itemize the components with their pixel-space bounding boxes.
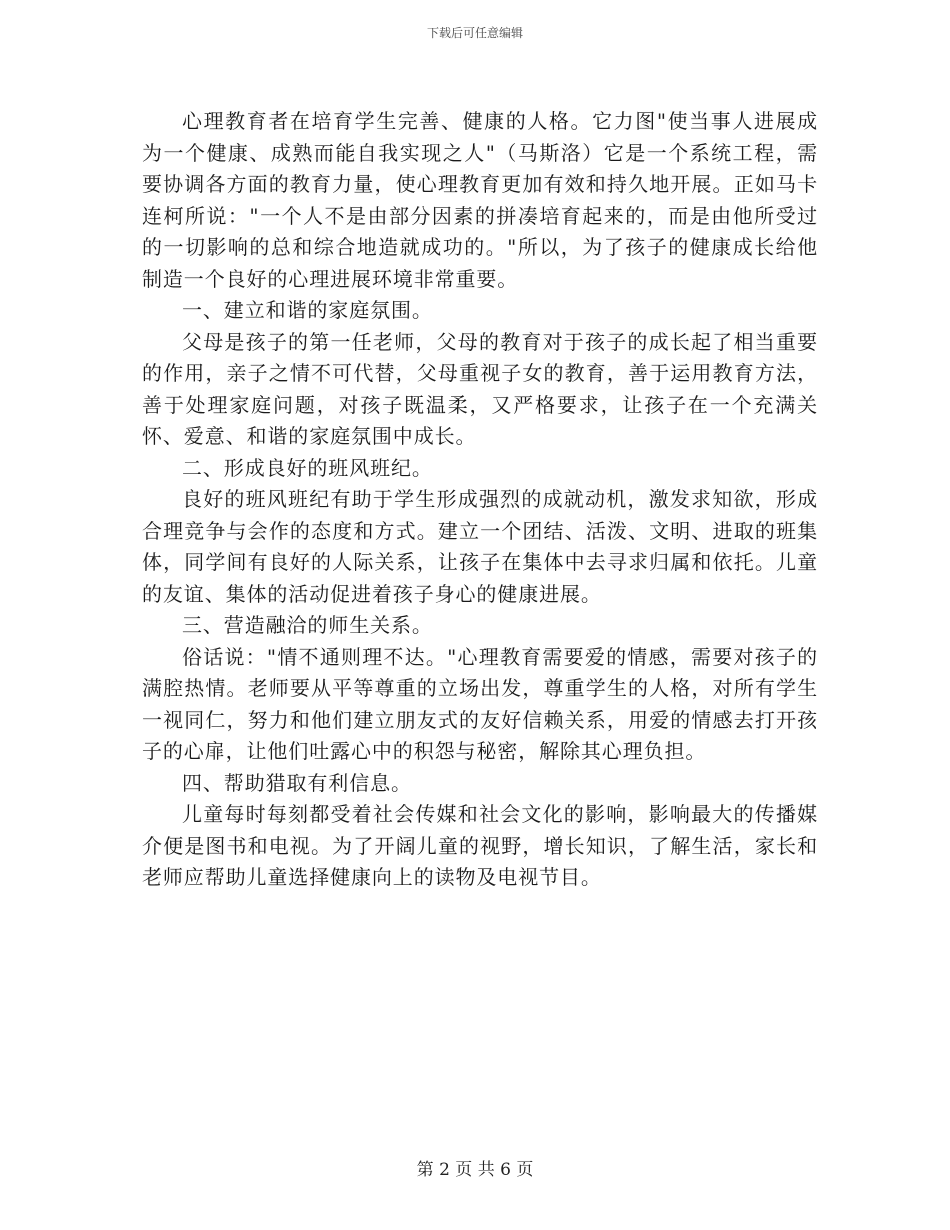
section-heading-teacher-student: 三、营造融洽的师生关系。: [182, 613, 433, 637]
paragraph-intro: 心理教育者在培育学生完善、健康的人格。它力图"使当事人进展成为一个健康、成熟而能自我实现之人"（马斯洛）它是一个系统工程，需要协调各方面的教育力量，使心理教育更加有效和持久地开展。正如马卡连柯所说："一个人不是由部分因素的拼凑培育起来的，而是由他所受过的一切影响的总和综合地造就成功的。"所以，为了孩子的健康成长给他制造一个良好的心理进展环境非常重要。: [142, 109, 818, 291]
paragraph-class: 良好的班风班纪有助于学生形成强烈的成就动机，激发求知欲，形成合理竞争与会作的态度和方式。建立一个团结、活泼、文明、进取的班集体，同学间有良好的人际关系，让孩子在集体中去寻求归属和依托。儿童的友谊、集体的活动促进着孩子身心的健康进展。: [142, 487, 818, 606]
section-heading-class: 二、形成良好的班风班纪。: [182, 455, 433, 480]
document-body: [142, 106, 818, 894]
paragraph-teacher-student: 俗话说："情不通则理不达。"心理教育需要爱的情感，需要对孩子的满腔热情。老师要从平等尊重的立场出发，尊重学生的人格，对所有学生一视同仁，努力和他们建立朋友式的友好信赖关系，用爱的情感去打开孩子的心扉，让他们吐露心中的积怨与秘密，解除其心理负担。: [142, 644, 818, 763]
paragraph-information: 儿童每时每刻都受着社会传媒和社会文化的影响，影响最大的传播媒介便是图书和电视。为了开阔儿童的视野，增长知识，了解生活，家长和老师应帮助儿童选择健康向上的读物及电视节目。: [142, 802, 818, 889]
page-number-footer: 第 2 页 共 6 页: [416, 1160, 534, 1180]
page-header: 下载后可任意编辑: [426, 26, 523, 40]
section-heading-information: 四、帮助猎取有利信息。: [182, 770, 412, 795]
section-heading-family: 一、建立和谐的家庭氛围。: [182, 298, 433, 322]
paragraph-family: 父母是孩子的第一任老师，父母的教育对于孩子的成长起了相当重要的作用，亲子之情不可代替，父母重视子女的教育，善于运用教育方法，善于处理家庭问题，对孩子既温柔，又严格要求，让孩子在一个充满关怀、爱意、和谐的家庭氛围中成长。: [142, 329, 818, 448]
